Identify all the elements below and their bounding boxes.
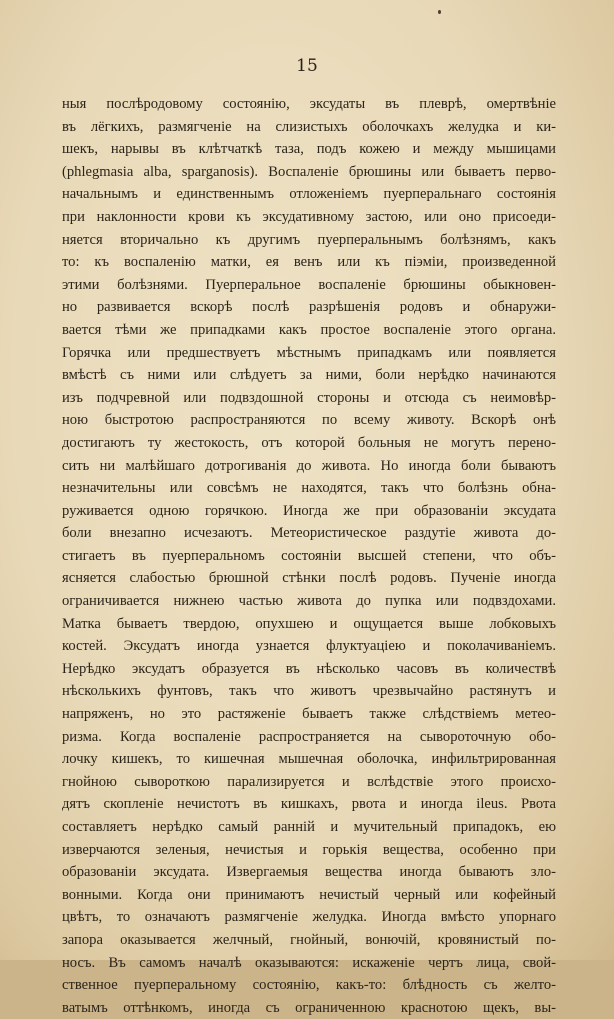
text-line: носъ. Въ самомъ началѣ оказываются: искаженіе чертъ лица, свой- (62, 954, 556, 971)
text-line: няется вторичально къ другимъ пуерперальнымъ болѣзнямъ, какъ (62, 231, 556, 248)
text-line: боли внезапно исчезаютъ. Метеористическое раздутіе живота до- (62, 525, 556, 542)
text-line: ватымъ оттѣнкомъ, иногда съ ограниченною краснотою щекъ, вы- (62, 999, 556, 1016)
text-line: то: къ воспаленію матки, ея венъ или къ піэміи, произведенной (62, 254, 556, 271)
text-line: этими болѣзнями. Пуерперальное воспаленіе брюшины обыкновен- (62, 276, 556, 293)
page-number: 15 (296, 56, 318, 76)
text-line: дятъ скопленіе нечистотъ въ кишкахъ, рвота и иногда ileus. Рвота (62, 796, 556, 813)
text-line: но развивается вскорѣ послѣ разрѣшенія родовъ и обнаружи- (62, 299, 556, 316)
text-line: ственное пуерперальному состоянію, какъ-то: блѣдность съ желто- (62, 977, 556, 994)
text-line: достигаютъ ту жестокость, отъ которой больныя не могутъ перено- (62, 434, 556, 451)
text-line: костей. Эксудатъ иногда узнается флуктуаціею и поколачиваніемъ. (62, 638, 556, 655)
text-line: изъ подчревной или подвздошной стороны и отсюда съ неимовѣр- (62, 389, 556, 406)
text-line: цвѣтъ, то означаютъ размягченіе желудка. Иногда вмѣсто упорнаго (62, 909, 556, 926)
text-line: начальнымъ и единственнымъ отложеніемъ пуерперальнаго состоянія (62, 186, 556, 203)
text-line: при наклонности крови къ эксудативному застою, или оно присоеди- (62, 208, 556, 225)
text-line: Нерѣдко эксудатъ образуется въ нѣсколько часовъ въ количествѣ (62, 660, 556, 677)
text-line: нѣсколькихъ фунтовъ, такъ что животъ чрезвычайно растянутъ и (62, 683, 556, 700)
text-line: ною быстротою распространяются по всему животу. Вскорѣ онѣ (62, 412, 556, 429)
ink-speck (438, 10, 441, 14)
text-line: Горячка или предшествуетъ мѣстнымъ припадкамъ или появляется (62, 344, 556, 361)
text-line: (phlegmasia alba, sparganosis). Воспаленіе брюшины или бываетъ перво- (62, 163, 556, 180)
text-line: изверчаются зеленыя, нечистыя и горькія вещества, особенно при (62, 841, 556, 858)
text-line: образованіи эксудата. Извергаемыя вещества иногда бываютъ зло- (62, 864, 556, 881)
text-line: сить ни малѣйшаго дотрогиванія до живота. Но иногда боли бываютъ (62, 457, 556, 474)
text-line: въ лёгкихъ, размягченіе на слизистыхъ оболочкахъ желудка и ки- (62, 118, 556, 135)
text-line: стигаетъ въ пуерперальномъ состояніи высшей степени, что объ- (62, 547, 556, 564)
text-line: вмѣстѣ съ ними или слѣдуетъ за ними, боли нерѣдко начинаются (62, 367, 556, 384)
text-line: гнойною сывороткою парализируется и вслѣдствіе этого происхо- (62, 773, 556, 790)
text-line: ныя послѣродовому состоянію, эксудаты въ плеврѣ, омертвѣніе (62, 96, 556, 112)
body-text (62, 93, 556, 1019)
text-line: лочку кишекъ, то кишечная мышечная оболочка, инфильтрированная (62, 751, 556, 768)
text-line: составляетъ нерѣдко самый ранній и мучительный припадокъ, ею (62, 819, 556, 835)
text-line: напряженъ, но это растяженіе бываетъ также слѣдствіемъ метео- (62, 706, 556, 723)
text-line: незначительны или совсѣмъ не находятся, такъ что болѣзнь обна- (62, 480, 556, 497)
text-line: ризма. Когда воспаленіе распространяется на сывороточную обо- (62, 728, 556, 745)
text-line: вается тѣми же припадками какъ простое воспаленіе этого органа. (62, 321, 556, 338)
text-line: руживается одною горячкою. Иногда же при образованіи эксудата (62, 502, 556, 519)
text-line: вонными. Когда они принимаютъ нечистый черный или кофейный (62, 886, 556, 903)
text-line: запора оказывается желчный, гнойный, вонючій, кровянистый по- (62, 931, 556, 948)
text-line: ясняется слабостью брюшной стѣнки послѣ родовъ. Пученіе иногда (62, 570, 556, 587)
text-line: Матка бываетъ твердою, опухшею и ощущается выше лобковыхъ (62, 615, 556, 632)
text-line: ограничивается нижнею частью живота до пупка или подвздохами. (62, 593, 556, 610)
text-line: шекъ, нарывы въ клѣтчаткѣ таза, подъ кожею и между мышицами (62, 141, 556, 158)
